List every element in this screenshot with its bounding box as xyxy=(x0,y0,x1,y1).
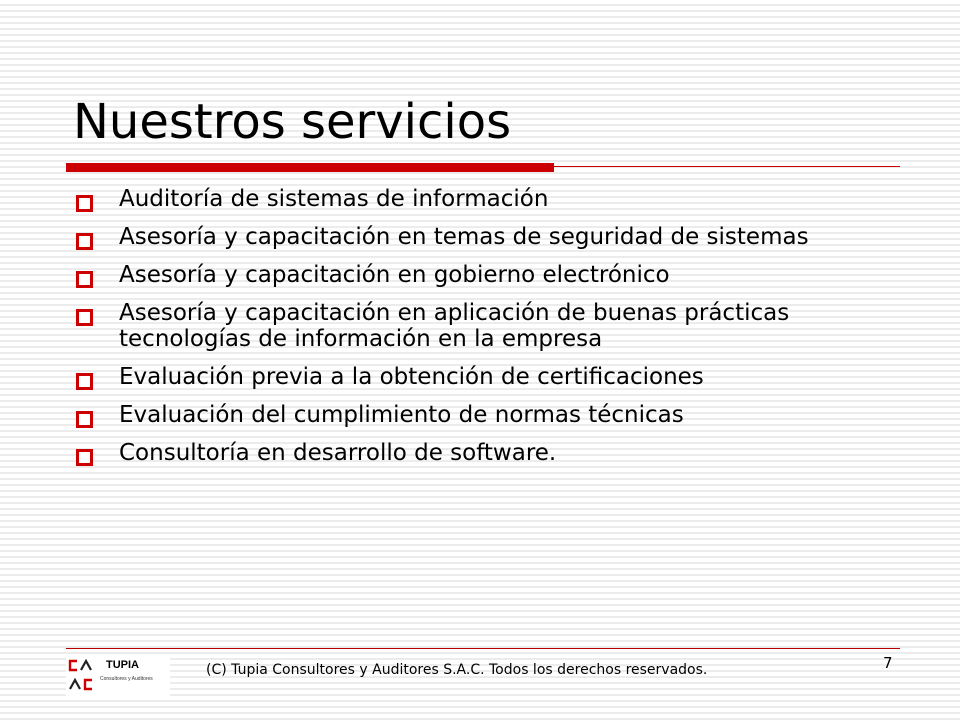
footer-divider xyxy=(66,648,900,649)
hollow-square-icon xyxy=(76,411,93,428)
hollow-square-icon xyxy=(76,233,93,250)
hollow-square-icon xyxy=(76,309,93,326)
list-item-text: Asesoría y capacitación en temas de seguridad de sistemas xyxy=(119,224,809,250)
list-item-text: Evaluación del cumplimiento de normas técnicas xyxy=(119,402,684,428)
hollow-square-icon xyxy=(76,449,93,466)
company-logo xyxy=(66,656,170,696)
tupia-logo-mark-icon xyxy=(68,658,96,692)
list-item xyxy=(74,402,874,428)
services-list xyxy=(74,186,874,478)
slide-title: Nuestros servicios xyxy=(73,94,512,150)
logo-name: TUPIA xyxy=(106,659,139,671)
list-item-text: Asesoría y capacitación en gobierno electrónico xyxy=(119,262,670,288)
logo-subtitle: Consultores y Auditores xyxy=(100,676,153,682)
list-item xyxy=(74,300,874,352)
title-underline-thin xyxy=(554,166,900,167)
hollow-square-icon xyxy=(76,271,93,288)
list-item-text: Consultoría en desarrollo de software. xyxy=(119,440,557,466)
list-item-text: Evaluación previa a la obtención de certificaciones xyxy=(119,364,704,390)
title-underline-thick xyxy=(66,163,554,172)
copyright-text: (C) Tupia Consultores y Auditores S.A.C. Todos los derechos reservados. xyxy=(206,662,708,678)
list-item xyxy=(74,364,874,390)
list-item xyxy=(74,262,874,288)
page-number: 7 xyxy=(883,654,893,672)
list-item xyxy=(74,224,874,250)
hollow-square-icon xyxy=(76,373,93,390)
list-item-text: Asesoría y capacitación en aplicación de buenas prácticas tecnologías de información en la empresa xyxy=(119,300,790,352)
list-item xyxy=(74,440,874,466)
list-item xyxy=(74,186,874,212)
list-item-text: Auditoría de sistemas de información xyxy=(119,186,549,212)
hollow-square-icon xyxy=(76,195,93,212)
